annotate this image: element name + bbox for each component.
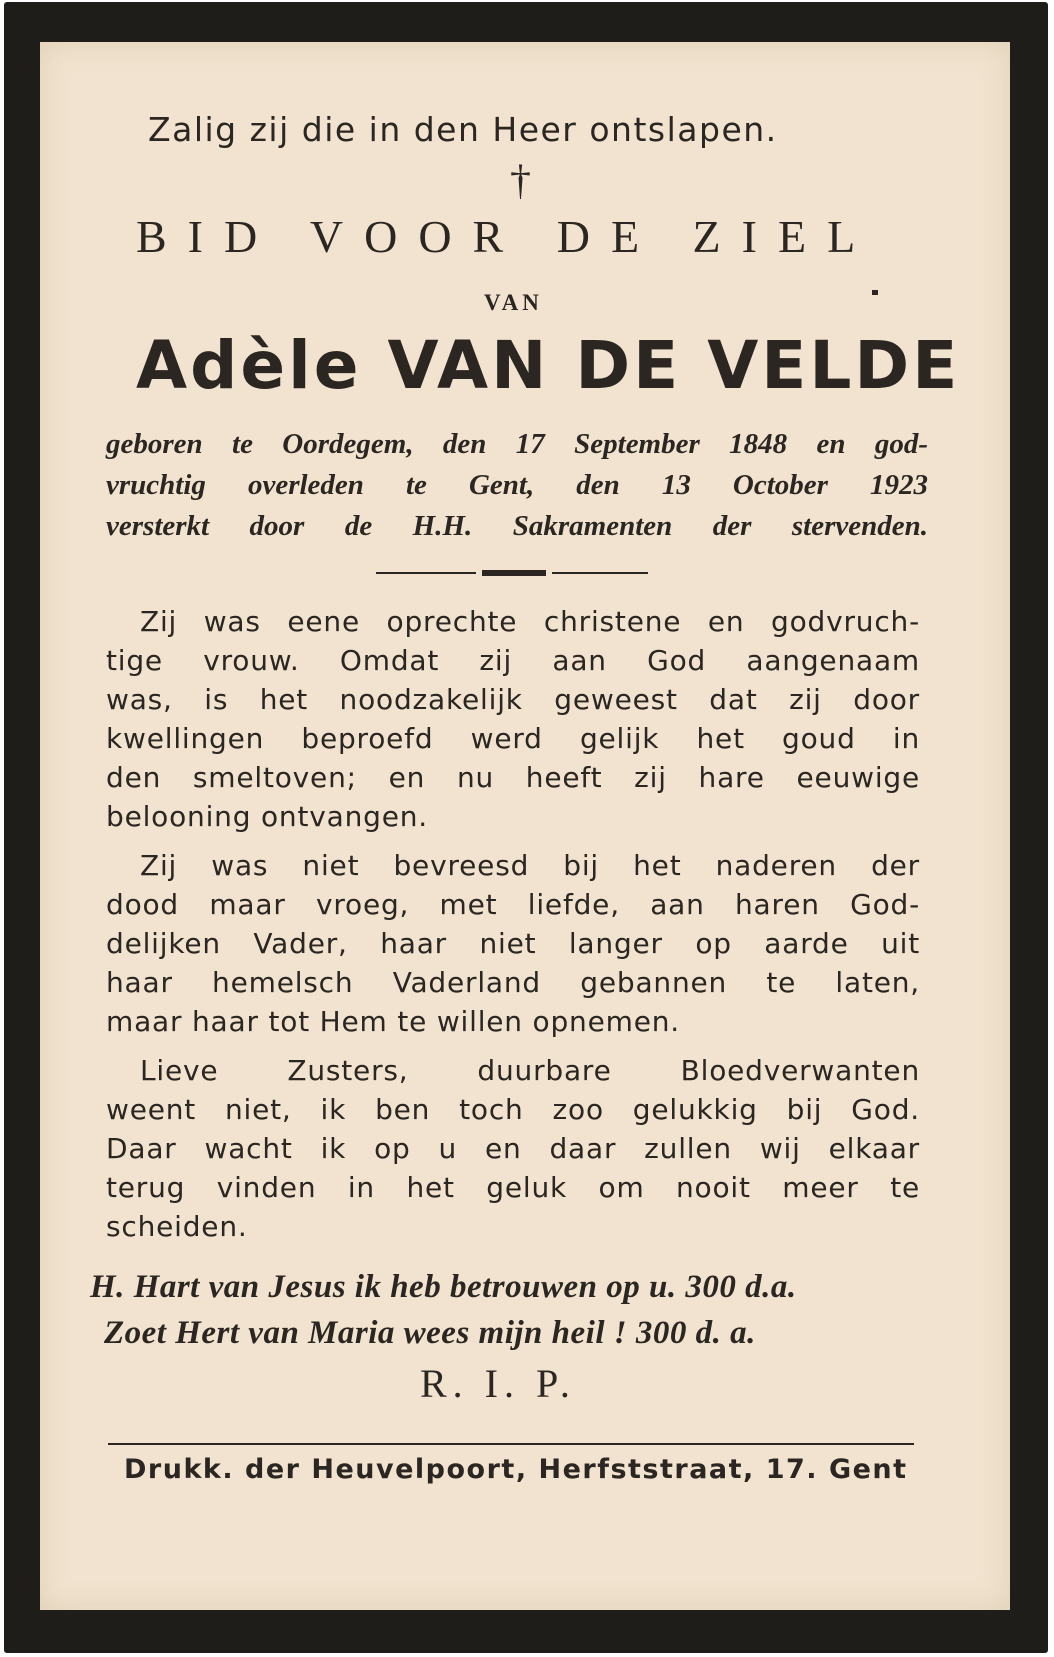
prayer-mary: Zoet Hert van Maria wees mijn heil ! 300 d. a. [104, 1315, 756, 1351]
paragraph-2-line: Zij was niet bevreesd bij het naderen der [140, 849, 920, 882]
motto: Zalig zij die in den Heer ontslapen. [148, 110, 778, 149]
footer-rule [108, 1443, 914, 1445]
paragraph-1-line: was, is het noodzakelijk geweest dat zij door [106, 683, 920, 716]
ink-speck [872, 290, 878, 295]
paragraph-3-line: Lieve Zusters, duurbare Bloedverwanten [140, 1054, 920, 1087]
paragraph-3-line: weent niet, ik ben toch zoo gelukkig bij God. [106, 1093, 920, 1126]
indulgence-prayers [90, 1264, 940, 1356]
memorial-card-paper [40, 42, 1010, 1610]
birth-death-dates [106, 424, 928, 547]
memorial-card-border [4, 2, 1048, 1653]
divider-left [376, 572, 476, 574]
divider-center [482, 570, 546, 576]
paragraph-3-line: terug vinden in het geluk om nooit meer te [106, 1171, 920, 1204]
paragraph-3-line: scheiden. [106, 1210, 248, 1243]
divider-right [552, 572, 648, 574]
deceased-name: Adèle VAN DE VELDE [136, 327, 961, 404]
paragraph-1-line: belooning ontvangen. [106, 800, 428, 833]
paragraph-1-line: Zij was eene oprechte christene en godvruch- [140, 605, 920, 638]
prayer-sacred-heart: H. Hart van Jesus ik heb betrouwen op u. 300 d.a. [90, 1269, 797, 1305]
dates-line: vruchtig overleden te Gent, den 13 October 1923 [106, 469, 928, 501]
paragraph-2-line: dood maar vroeg, met liefde, aan haren God- [106, 888, 920, 921]
paragraph-1-line: den smeltoven; en nu heeft zij hare eeuwige [106, 761, 920, 794]
printer-imprint: Drukk. der Heuvelpoort, Herfststraat, 17. Gent [124, 1454, 908, 1485]
heading: BID VOOR DE ZIEL [136, 211, 877, 262]
paragraph-2-line: delijken Vader, haar niet langer op aarde uit [106, 927, 920, 960]
dates-line: versterkt door de H.H. Sakramenten der stervenden. [106, 510, 928, 542]
cross-icon: † [510, 158, 531, 204]
dates-line: geboren te Oordegem, den 17 September 1848 en god- [106, 428, 928, 460]
paragraph-3-line: Daar wacht ik op u en daar zullen wij elkaar [106, 1132, 920, 1165]
paragraph-2-line: maar haar tot Hem te willen opnemen. [106, 1005, 680, 1038]
paragraph-1-line: kwellingen beproefd werd gelijk het goud in [106, 722, 920, 755]
paragraph-2-line: haar hemelsch Vaderland gebannen te laten, [106, 966, 920, 999]
paragraph-1-line: tige vrouw. Omdat zij aan God aangenaam [106, 644, 920, 677]
eulogy-text [106, 602, 920, 1246]
van-label: VAN [484, 290, 543, 315]
rip-text: R. I. P. [420, 1361, 576, 1406]
